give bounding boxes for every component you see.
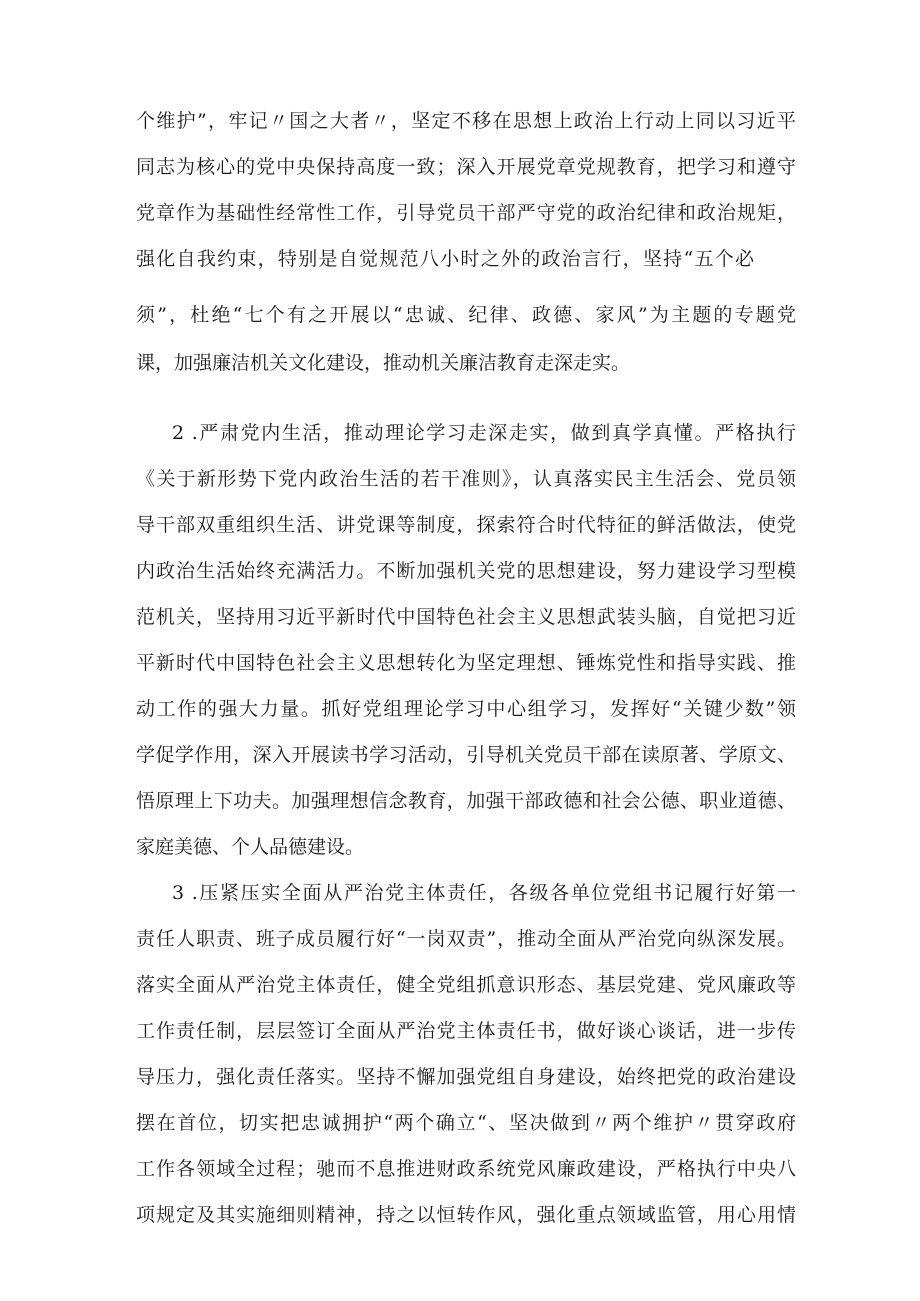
- text-line: 落实全面从严治党主体责任，健全党组抓意识形态、基层党建、党风廉政等: [136, 974, 796, 996]
- text-line: 家庭美德、个人品德建设。: [136, 836, 365, 858]
- text-line: 须”，杜绝“七个有之开展以“忠诚、纪律、政德、家风”为主题的专题党: [136, 304, 796, 326]
- text-line: 学促学作用，深入开展读书学习活动，引导机关党员干部在读原著、学原文、: [136, 744, 796, 766]
- text-line: 内政治生活始终充满活力。不断加强机关党的思想建设，努力建设学习型模: [136, 560, 796, 582]
- text-line: 工作各领域全过程；驰而不息推进财政系统党风廉政建设，严格执行中央八: [136, 1158, 796, 1180]
- text-line: 悟原理上下功夫。加强理想信念教育，加强干部政德和社会公德、职业道德、: [136, 790, 796, 812]
- text-line: 摆在首位，切实把忠诚拥护“两个确立“、坚决做到〃两个维护〃贯穿政府: [136, 1112, 796, 1134]
- text-line: 范机关，坚持用习近平新时代中国特色社会主义思想武装头脑，自觉把习近: [136, 606, 796, 628]
- text-line: 党章作为基础性经常性工作，引导党员干部严守党的政治纪律和政治规矩，: [136, 202, 796, 224]
- text-line: 课，加强廉洁机关文化建设，推动机关廉洁教育走深走实。: [136, 352, 631, 374]
- text-line: 《关于新形势下党内政治生活的若干准则》，认真落实民主生活会、党员领: [136, 468, 796, 490]
- text-line: 个维护”，牢记〃国之大者〃，坚定不移在思想上政治上行动上同以习近平: [136, 110, 796, 132]
- text-line: 平新时代中国特色社会主义思想转化为坚定理想、锤炼党性和指导实践、推: [136, 652, 796, 674]
- text-line: 导压力，强化责任落实。坚持不懈加强党组自身建设，始终把党的政治建设: [136, 1066, 796, 1088]
- text-line: 强化自我约束，特别是自觉规范八小时之外的政治言行，坚持“五个必: [136, 248, 754, 270]
- text-line: 同志为核心的党中央保持高度一致；深入开展党章党规教育，把学习和遵守: [136, 156, 796, 178]
- text-line: 3 .压紧压实全面从严治党主体责任，各级各单位党组书记履行好第一: [172, 882, 796, 904]
- text-line: 工作责任制，层层签订全面从严治党主体责任书，做好谈心谈话，进一步传: [136, 1020, 796, 1042]
- text-line: 动工作的强大力量。抓好党组理论学习中心组学习，发挥好“关键少数”领: [136, 698, 796, 720]
- text-line: 项规定及其实施细则精神，持之以恒转作风，强化重点领域监管，用心用情: [136, 1204, 796, 1226]
- text-line: 导干部双重组织生活、讲党课等制度，探索符合时代特征的鲜活做法，使党: [136, 514, 796, 536]
- text-line: 责任人职责、班子成员履行好“一岗双责”，推动全面从严治党向纵深发展。: [136, 928, 796, 950]
- text-line: 2 .严肃党内生活，推动理论学习走深走实，做到真学真懂。严格执行: [172, 422, 796, 444]
